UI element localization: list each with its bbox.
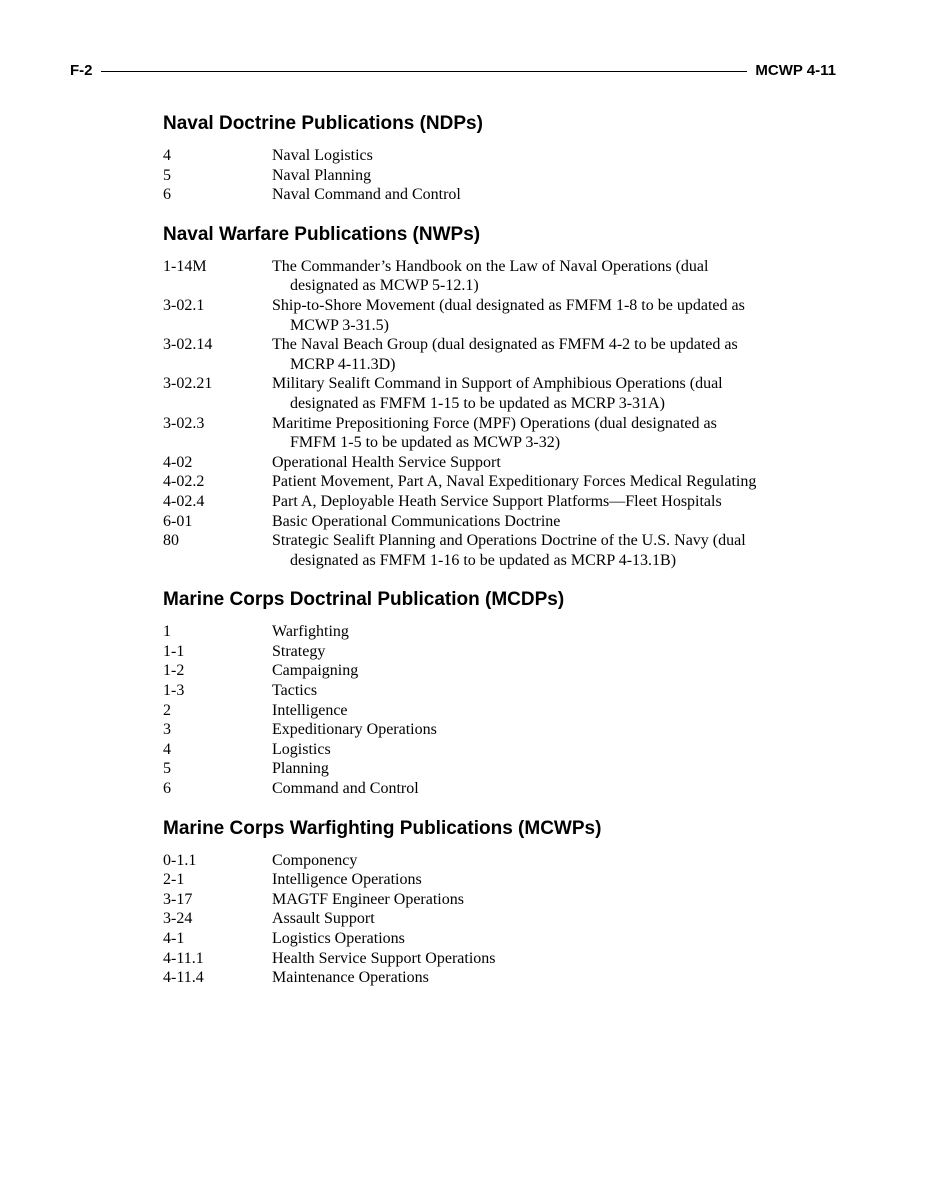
publication-title: Command and Control [272,780,419,798]
publication-title: Patient Movement, Part A, Naval Expeditionary Forces Medical Regulating [272,473,757,491]
publication-number: 4-11.1 [163,949,204,967]
entry-list [163,257,763,571]
publication-entry [163,661,763,681]
section-title: Naval Doctrine Publications (NDPs) [163,113,483,134]
publication-entry [163,492,763,512]
publication-number: 2-1 [163,871,185,889]
publication-number: 3 [163,721,171,739]
publication-title: Intelligence Operations [272,871,422,889]
entry-list [163,622,763,798]
publication-number: 4 [163,740,171,758]
publication-entry [163,453,763,473]
publication-entry [163,909,763,929]
publication-entry [163,622,763,642]
publication-title: Part A, Deployable Heath Service Support Platforms—Fleet Hospitals [272,492,722,510]
publication-title: Tactics [272,682,318,700]
publication-title: Maintenance Operations [272,969,429,987]
publication-entry [163,949,763,969]
publication-title: Naval Command and Control [272,186,461,204]
publication-number: 4-02.2 [163,473,205,491]
publication-section [163,588,763,798]
publication-title: Ship-to-Shore Movement (dual designated as FMFM 1-8 to be updated as MCWP 3-31.5) [272,296,745,334]
publication-entry [163,681,763,701]
publication-entry [163,642,763,662]
publication-number: 0-1.1 [163,851,197,869]
publication-number: 1-3 [163,682,185,700]
publication-title: The Naval Beach Group (dual designated as FMFM 4-2 to be updated as MCRP 4-11.3D) [272,336,738,373]
publication-number: 4 [163,147,171,164]
publication-number: 1 [163,623,171,641]
publication-entry [163,146,763,166]
publication-section [163,817,763,988]
publication-title: Maritime Prepositioning Force (MPF) Operations (dual designated as FMFM 1-5 to be updated as MCWP 3-32) [272,414,717,452]
publication-title: The Commander’s Handbook on the Law of Naval Operations (dual designated as MCWP 5-12.1) [272,257,709,295]
publication-title: Campaigning [272,662,359,680]
publication-number: 1-1 [163,642,185,660]
publication-entry [163,720,763,740]
document-id: MCWP 4-11 [755,61,836,79]
publication-number: 3-02.1 [163,296,205,314]
publication-entry [163,257,763,296]
publication-entry [163,779,763,799]
publication-title: Military Sealift Command in Support of Amphibious Operations (dual designated as FMFM 1-15 to be updated as MCRP 3-31A) [272,375,723,412]
publication-list [163,112,763,1006]
publication-title: Warfighting [272,623,349,641]
publication-title: Componency [272,851,358,869]
publication-section [163,223,763,571]
publication-title: Naval Planning [272,166,372,184]
publication-number: 6-01 [163,512,193,530]
publication-number: 6 [163,780,171,798]
publication-entry [163,759,763,779]
publication-number: 5 [163,760,171,778]
publication-title: Basic Operational Communications Doctrine [272,512,561,530]
publication-number: 3-02.14 [163,336,213,354]
publication-entry [163,166,763,186]
header-rule [101,71,748,72]
entry-list [163,851,763,988]
publication-title: Assault Support [272,910,375,928]
publication-entry [163,512,763,532]
publication-number: 3-24 [163,910,193,928]
publication-title: Intelligence [272,701,348,719]
publication-number: 2 [163,701,171,719]
publication-entry [163,185,763,205]
publication-entry [163,968,763,988]
publication-entry [163,472,763,492]
publication-title: Logistics Operations [272,930,405,947]
publication-number: 5 [163,166,171,184]
publication-entry [163,851,763,871]
publication-number: 1-14M [163,257,207,275]
section-title: Naval Warfare Publications (NWPs) [163,223,481,245]
publication-number: 4-02 [163,453,193,471]
publication-number: 3-02.3 [163,414,205,432]
publication-entry [163,296,763,335]
page-header [70,60,836,80]
entry-list [163,146,763,205]
publication-title: Strategy [272,642,326,660]
publication-number: 4-11.4 [163,969,204,987]
publication-number: 80 [163,532,179,550]
publication-entry [163,870,763,890]
publication-number: 4-1 [163,930,185,947]
publication-title: Logistics [272,740,331,758]
publication-section [163,112,763,205]
publication-number: 4-02.4 [163,492,205,510]
publication-number: 1-2 [163,662,185,680]
publication-title: Expeditionary Operations [272,721,437,739]
publication-title: Strategic Sealift Planning and Operations Doctrine of the U.S. Navy (dual designated as FMFM 1-16 to be updated as MCRP 4-13.1B) [272,532,746,569]
publication-entry [163,531,763,570]
publication-title: Operational Health Service Support [272,453,501,471]
publication-number: 3-17 [163,890,193,908]
section-title: Marine Corps Warfighting Publications (MCWPs) [163,817,602,839]
publication-number: 3-02.21 [163,375,213,393]
publication-entry [163,374,763,413]
section-title: Marine Corps Doctrinal Publication (MCDPs) [163,589,565,611]
publication-title: MAGTF Engineer Operations [272,890,464,908]
publication-entry [163,701,763,721]
page-number: F-2 [70,61,93,79]
publication-entry [163,414,763,453]
publication-entry [163,740,763,760]
publication-title: Naval Logistics [272,147,373,164]
publication-title: Health Service Support Operations [272,949,496,967]
publication-entry [163,929,763,949]
publication-entry [163,890,763,910]
publication-number: 6 [163,186,171,204]
publication-title: Planning [272,760,329,778]
publication-entry [163,335,763,374]
